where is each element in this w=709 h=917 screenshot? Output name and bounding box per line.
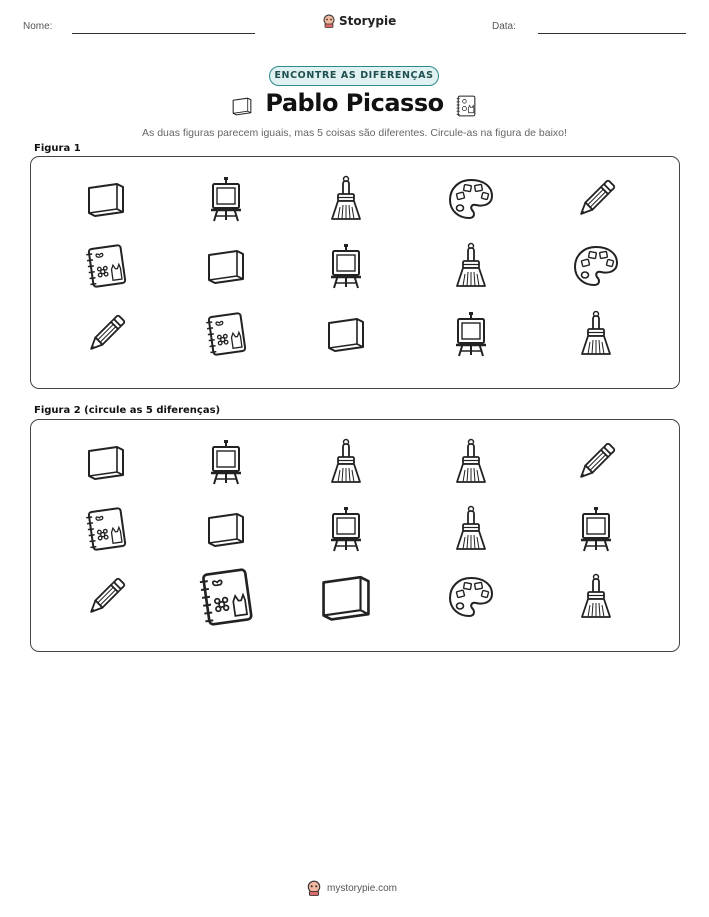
pencil-icon[interactable]	[81, 572, 131, 622]
pencil-icon-drawing	[81, 572, 131, 622]
sketchbook-icon-drawing	[193, 564, 259, 630]
pencil-icon[interactable]	[571, 174, 621, 224]
brush-icon[interactable]	[446, 504, 496, 554]
pencil-icon-drawing	[571, 174, 621, 224]
figure-2-label: Figura 2 (circule as 5 diferenças)	[34, 405, 221, 416]
sketchbook-icon[interactable]	[201, 309, 251, 359]
figure-2-panel	[30, 419, 680, 652]
sketchbook-icon[interactable]	[193, 564, 259, 630]
canvas-icon-drawing	[81, 437, 131, 487]
easel-icon[interactable]	[321, 504, 371, 554]
easel-icon-drawing	[446, 309, 496, 359]
canvas-icon[interactable]	[201, 504, 251, 554]
brush-icon-drawing	[571, 309, 621, 359]
easel-icon[interactable]	[201, 174, 251, 224]
sketchbook-icon-drawing	[201, 309, 251, 359]
storypie-logo-icon	[323, 14, 335, 28]
palette-icon-drawing	[571, 241, 621, 291]
canvas-icon-drawing	[81, 174, 131, 224]
canvas-icon[interactable]	[321, 309, 371, 359]
sketchbook-icon[interactable]	[81, 241, 131, 291]
palette-icon-drawing	[446, 572, 496, 622]
brush-icon-drawing	[446, 504, 496, 554]
canvas-icon[interactable]	[313, 564, 379, 630]
canvas-icon-drawing	[321, 309, 371, 359]
palette-icon[interactable]	[446, 174, 496, 224]
brush-icon-drawing	[446, 437, 496, 487]
pencil-icon-drawing	[571, 437, 621, 487]
brand	[323, 14, 396, 28]
date-label: Data:	[492, 21, 516, 32]
brush-icon-drawing	[446, 241, 496, 291]
easel-icon-drawing	[571, 504, 621, 554]
storypie-logo-icon	[307, 880, 321, 896]
brush-icon[interactable]	[446, 437, 496, 487]
worksheet-type-badge: ENCONTRE AS DIFERENÇAS	[269, 66, 439, 86]
easel-icon[interactable]	[446, 309, 496, 359]
pencil-icon-drawing	[81, 309, 131, 359]
sketchbook-icon	[453, 93, 479, 119]
instructions: As duas figuras parecem iguais, mas 5 coisas são diferentes. Circule-as na figura de baixo!	[142, 127, 567, 139]
brush-icon-drawing	[321, 437, 371, 487]
sketchbook-icon-drawing	[81, 504, 131, 554]
brush-icon[interactable]	[571, 572, 621, 622]
easel-icon[interactable]	[201, 437, 251, 487]
name-line[interactable]	[72, 33, 255, 34]
brush-icon-drawing	[321, 174, 371, 224]
easel-icon-drawing	[201, 174, 251, 224]
canvas-icon[interactable]	[81, 174, 131, 224]
brush-icon-drawing	[571, 572, 621, 622]
palette-icon-drawing	[446, 174, 496, 224]
canvas-icon-drawing	[201, 504, 251, 554]
pencil-icon[interactable]	[81, 309, 131, 359]
figure-1-label: Figura 1	[34, 143, 81, 154]
page-title: Pablo Picasso	[265, 89, 444, 117]
footer-url[interactable]: mystorypie.com	[327, 882, 398, 894]
footer	[307, 880, 397, 896]
sketchbook-icon[interactable]	[81, 504, 131, 554]
easel-icon-drawing	[321, 241, 371, 291]
figure-1-panel	[30, 156, 680, 389]
palette-icon[interactable]	[446, 572, 496, 622]
canvas-icon-drawing	[201, 241, 251, 291]
canvas-icon[interactable]	[201, 241, 251, 291]
easel-icon-drawing	[321, 504, 371, 554]
pencil-icon[interactable]	[571, 437, 621, 487]
brush-icon[interactable]	[571, 309, 621, 359]
date-line[interactable]	[538, 33, 686, 34]
easel-icon[interactable]	[321, 241, 371, 291]
brush-icon[interactable]	[446, 241, 496, 291]
brush-icon[interactable]	[321, 437, 371, 487]
canvas-icon-drawing	[313, 564, 379, 630]
name-label: Nome:	[23, 21, 53, 32]
canvas-icon[interactable]	[81, 437, 131, 487]
palette-icon[interactable]	[571, 241, 621, 291]
easel-icon[interactable]	[571, 504, 621, 554]
easel-icon-drawing	[201, 437, 251, 487]
brand-name: Storypie	[339, 14, 397, 28]
brush-icon[interactable]	[321, 174, 371, 224]
sketchbook-icon-drawing	[81, 241, 131, 291]
